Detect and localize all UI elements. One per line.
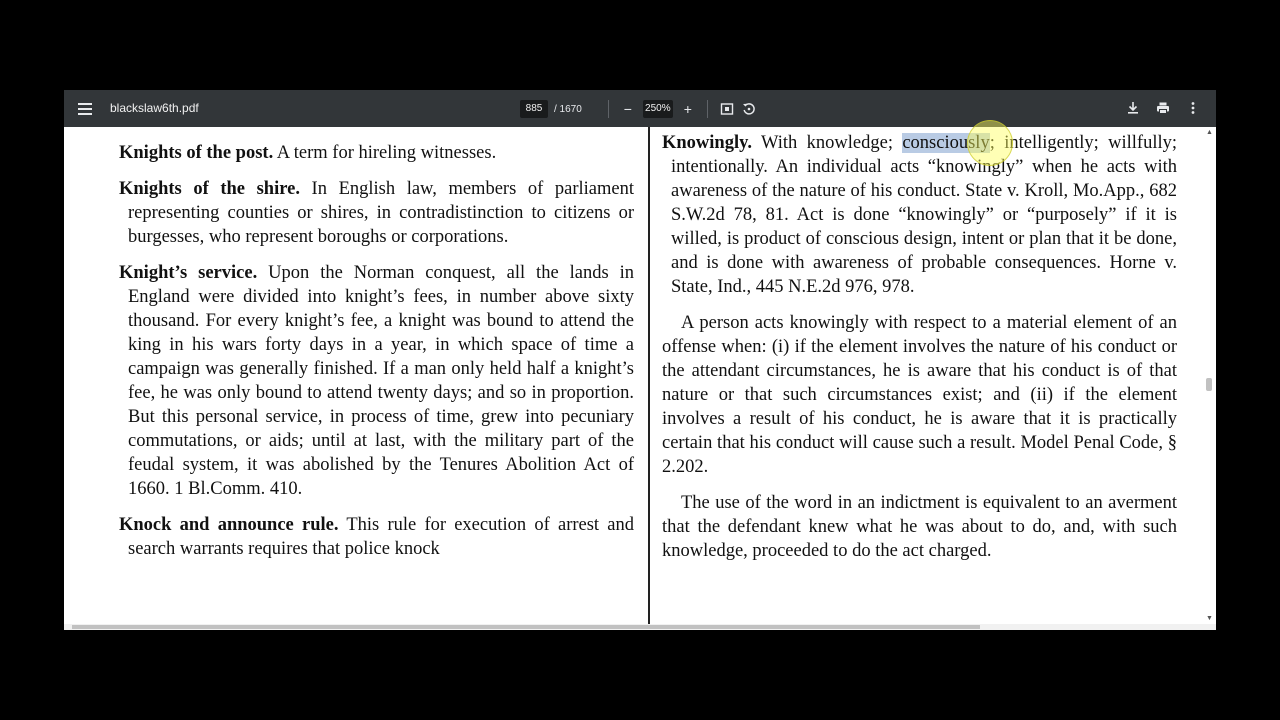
entry-term: Knowingly. bbox=[662, 133, 752, 153]
page-total: / 1670 bbox=[554, 103, 582, 115]
entry-paragraph: The use of the word in an indictment is equivalent to an averment that the defendant knew what he was about to do, and, with such knowledge, proceeded to do the act charged. bbox=[662, 493, 1177, 561]
dictionary-entry bbox=[119, 261, 634, 501]
zoom-input[interactable]: 250% bbox=[643, 100, 673, 118]
entry-text: With knowledge; bbox=[751, 133, 903, 153]
pdf-viewer bbox=[64, 90, 1216, 630]
toolbar-separator bbox=[608, 100, 609, 118]
dictionary-entry bbox=[119, 141, 634, 165]
entry-term: Knight’s service. bbox=[119, 263, 258, 283]
file-name: blackslaw6th.pdf bbox=[110, 101, 199, 115]
scroll-down-icon[interactable]: ▼ bbox=[1206, 615, 1213, 622]
horizontal-scrollbar[interactable] bbox=[64, 624, 1216, 630]
vertical-scrollbar[interactable] bbox=[1202, 127, 1216, 624]
entry-text: Upon the Norman conquest, all the lands in England were divided into knight’s fees, in number above sixty thousand. For every knight’s fee, a knight was bound to attend the king in his wars forty days in a year, in which space of time a campaign was generally finished. If a man only held half a knight’s fee, he was only bound to attend twenty days; and so in proportion. But this personal service, in process of time, grew into pecuniary commutations, or aids; until at last, with the military part of the feudal system, it was abolished by the Tenures Abolition Act of 1660. 1 Bl.Comm. 410. bbox=[128, 263, 634, 499]
entry-term: Knights of the post. bbox=[119, 143, 274, 163]
download-icon[interactable] bbox=[1122, 97, 1144, 119]
entry-term: Knock and announce rule. bbox=[119, 515, 339, 535]
document-page[interactable] bbox=[64, 127, 1216, 624]
right-column bbox=[662, 131, 1177, 575]
entry-text: This rule for execution of arrest and search warrants requires that police knock bbox=[128, 515, 634, 559]
entry-text: A term for hireling witnesses. bbox=[273, 143, 497, 163]
page-zoom-controls bbox=[520, 98, 760, 120]
pdf-toolbar bbox=[64, 90, 1216, 127]
hamburger-menu-icon[interactable] bbox=[78, 100, 92, 116]
rotate-icon[interactable] bbox=[738, 98, 760, 120]
entry-text: In English law, members of parliament representing counties or shires, in contradistinction to citizens or burgesses, who represent boroughs or corporations. bbox=[128, 179, 634, 247]
dictionary-entry bbox=[119, 177, 634, 249]
zoom-in-button[interactable]: + bbox=[683, 101, 692, 117]
left-column bbox=[119, 141, 634, 573]
dictionary-entry bbox=[662, 131, 1177, 299]
print-icon[interactable] bbox=[1152, 97, 1174, 119]
entry-paragraph: A person acts knowingly with respect to a material element of an offense when: (i) if the element involves the nature of his conduct or the attendant circumstances, he is aware that his conduct is of that nature or that such circumstances exist; and (ii) if the element involves a result of his conduct, he is aware that it is practically certain that his conduct will cause such a result. Model Penal Code, § 2.202. bbox=[662, 313, 1177, 477]
toolbar-separator bbox=[707, 100, 708, 118]
zoom-out-button[interactable]: − bbox=[623, 101, 632, 117]
scrollbar-thumb[interactable] bbox=[1206, 378, 1212, 391]
dictionary-entry bbox=[119, 513, 634, 561]
entry-text: ; intelligently; willfully; intentionally. An individual acts “knowingly” when he acts with awareness of the nature of his conduct. State v. Kroll, Mo.App., 682 S.W.2d 78, 81. Act is done “knowingly” or “purposely” if it is willed, is product of conscious design, intent or plan that it be done, and is done with awareness of probable consequences. Horne v. State, Ind., 445 N.E.2d 976, 978. bbox=[671, 133, 1178, 297]
scroll-up-icon[interactable]: ▲ bbox=[1206, 129, 1213, 136]
scrollbar-thumb[interactable] bbox=[72, 625, 980, 629]
fit-to-page-icon[interactable] bbox=[716, 98, 738, 120]
selected-text[interactable]: consciously bbox=[902, 133, 990, 153]
column-divider bbox=[648, 127, 650, 624]
page-number-input[interactable]: 885 bbox=[520, 100, 548, 118]
more-vert-icon[interactable] bbox=[1182, 97, 1204, 119]
entry-term: Knights of the shire. bbox=[119, 179, 300, 199]
right-toolbar bbox=[1122, 97, 1204, 119]
